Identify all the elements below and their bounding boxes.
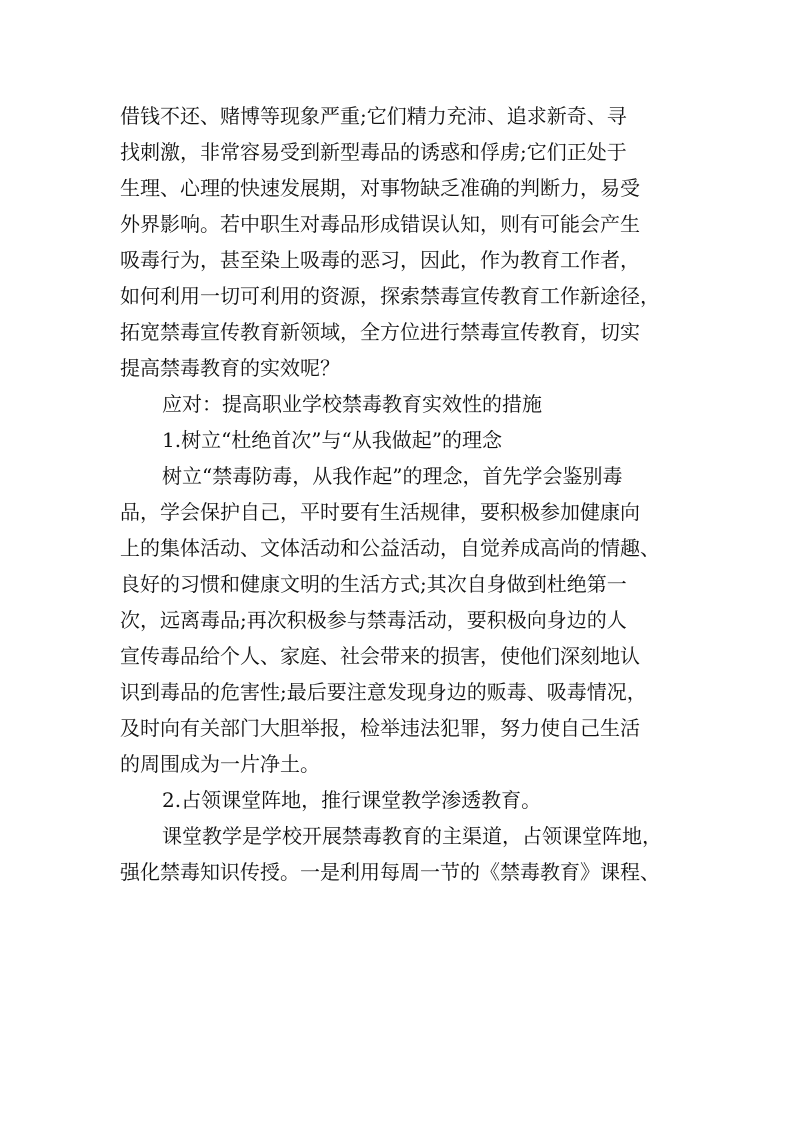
text-line: 借钱不还、赌博等现象严重;它们精力充沛、追求新奇、寻 <box>120 104 627 128</box>
text-line: 外界影响。若中职生对毒品形成错误认知，则有可能会产生 <box>120 212 640 236</box>
text-line: 品，学会保护自己，平时要有生活规律，要积极参加健康向 <box>120 500 640 524</box>
document-body <box>120 98 680 890</box>
text-line: 如何利用一切可利用的资源，探索禁毒宣传教育工作新途径， <box>120 284 660 308</box>
paragraph-first-line: 课堂教学是学校开展禁毒教育的主渠道，占领课堂阵地， <box>162 824 662 848</box>
paragraph-first-line: 树立“禁毒防毒，从我作起”的理念，首先学会鉴别毒 <box>162 464 623 488</box>
text-line: 的周围成为一片净土。 <box>120 752 320 776</box>
text-line: 及时向有关部门大胆举报，检举违法犯罪，努力使自己生活 <box>120 716 640 740</box>
text-line: 上的集体活动、文体活动和公益活动，自觉养成高尚的情趣、 <box>120 536 660 560</box>
subsection-heading: 1.树立“杜绝首次”与“从我做起”的理念 <box>162 428 502 452</box>
text-line: 识到毒品的危害性;最后要注意发现身边的贩毒、吸毒情况， <box>120 680 647 704</box>
text-line: 提高禁毒教育的实效呢？ <box>120 356 340 380</box>
text-line: 吸毒行为，甚至染上吸毒的恶习，因此，作为教育工作者， <box>120 248 640 272</box>
text-line: 次，远离毒品;再次积极参与禁毒活动，要积极向身边的人 <box>120 608 627 632</box>
text-line: 良好的习惯和健康文明的生活方式;其次自身做到杜绝第一 <box>120 572 627 596</box>
text-line: 找刺激，非常容易受到新型毒品的诱惑和俘虏;它们正处于 <box>120 140 627 164</box>
text-line: 拓宽禁毒宣传教育新领域，全方位进行禁毒宣传教育，切实 <box>120 320 640 344</box>
text-line: 宣传毒品给个人、家庭、社会带来的损害，使他们深刻地认 <box>120 644 640 668</box>
section-heading: 应对：提高职业学校禁毒教育实效性的措施 <box>162 392 542 416</box>
text-line: 强化禁毒知识传授。一是利用每周一节的《禁毒教育》课程、 <box>120 860 660 884</box>
text-line: 生理、心理的快速发展期，对事物缺乏准确的判断力，易受 <box>120 176 640 200</box>
subsection-heading: 2.占领课堂阵地，推行课堂教学渗透教育。 <box>162 788 542 812</box>
